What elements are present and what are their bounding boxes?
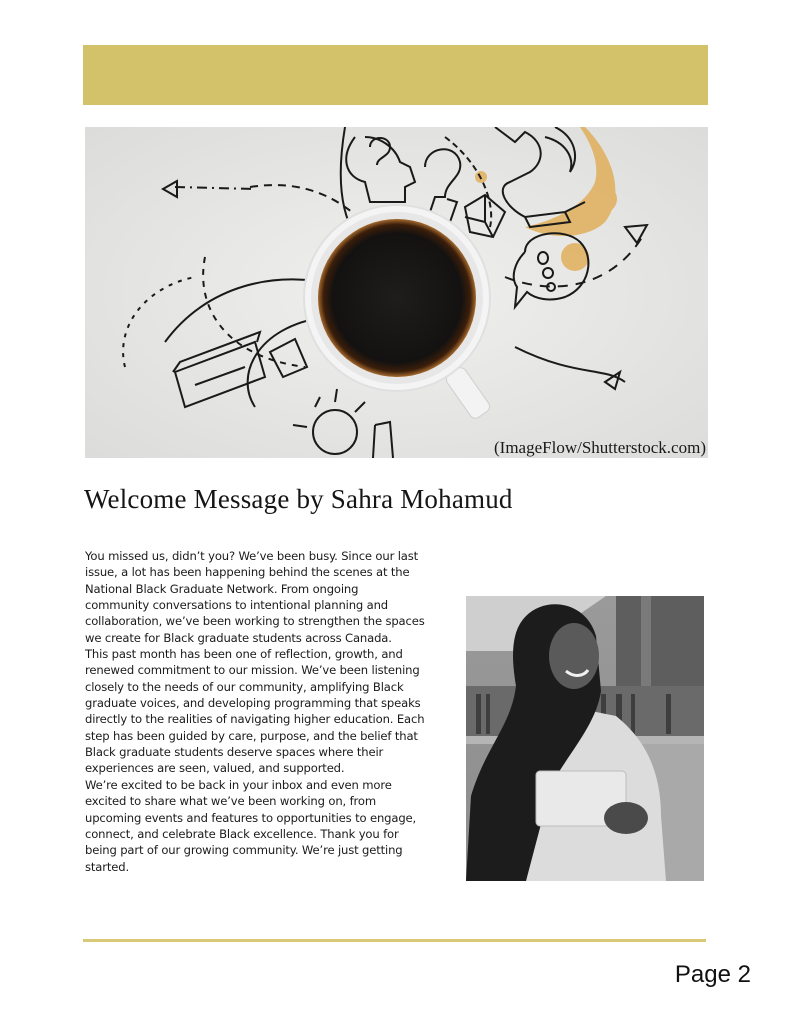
page-number: Page 2 xyxy=(674,961,751,988)
footer-divider xyxy=(83,939,706,942)
header-banner xyxy=(83,45,708,105)
coffee-sketch-illustration xyxy=(85,127,708,458)
portrait-photo xyxy=(466,596,704,881)
portrait-illustration xyxy=(466,596,704,881)
paragraph: This past month has been one of reflection, growth, and renewed commitment to our mission. We’ve been listening closely to the needs of our community, amplifying Black graduate voices, and developing programming that speaks directly to the realities of navigating higher education. Each step has been guided by care, purpose, and the belief that Black graduate students deserve spaces where their experiences are seen, valued, and supported. xyxy=(85,647,425,776)
paragraph: You missed us, didn’t you? We’ve been busy. Since our last issue, a lot has been happening behind the scenes at the National Black Graduate Network. From ongoing community conversations to intentional planning and collaboration, we’ve been working to strengthen the spaces we create for Black graduate students across Canada. xyxy=(85,549,425,645)
article-title: Welcome Message by Sahra Mohamud xyxy=(84,484,513,514)
article-body xyxy=(85,548,425,875)
image-credit: (ImageFlow/Shutterstock.com) xyxy=(494,438,706,457)
paragraph: We’re excited to be back in your inbox and even more excited to share what we’ve been working on, from upcoming events and features to opportunities to engage, connect, and celebrate Black excellence. Thank you for being part of our growing community. We’re just getting started. xyxy=(85,777,417,874)
hero-image xyxy=(85,127,708,458)
